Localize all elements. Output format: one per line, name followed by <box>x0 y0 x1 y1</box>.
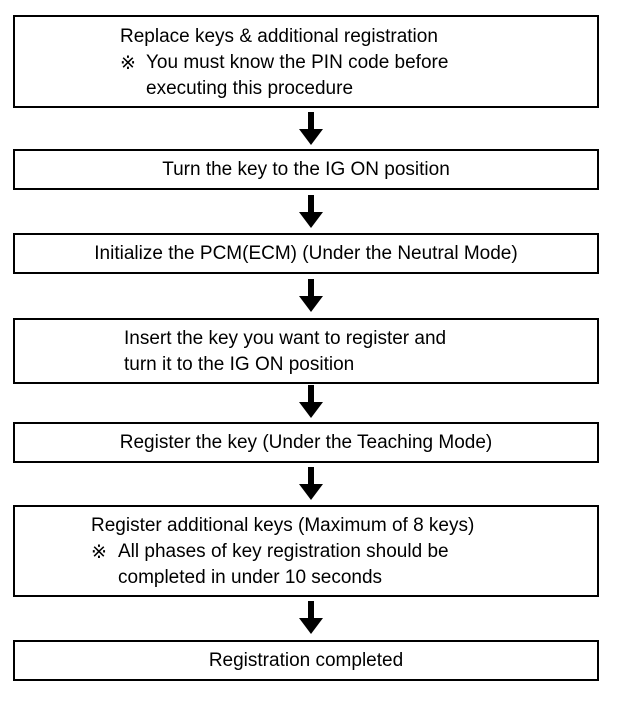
down-arrow-icon <box>296 467 326 501</box>
reference-mark-icon: ※ <box>120 52 136 74</box>
down-arrow-icon <box>296 385 326 419</box>
step-5-title: Register the key (Under the Teaching Mode) <box>119 432 493 453</box>
step-7-box <box>13 640 599 681</box>
step-5-box <box>13 422 599 463</box>
step-4-line-1: Insert the key you want to register and <box>124 328 447 349</box>
step-1-note-line-1: You must know the PIN code before <box>146 52 449 73</box>
step-3-box <box>13 233 599 274</box>
down-arrow-icon <box>296 601 326 635</box>
step-4-line-2: turn it to the IG ON position <box>124 354 355 375</box>
reference-mark-icon: ※ <box>91 541 107 563</box>
step-4-box <box>13 318 599 384</box>
step-1-note-line-2: executing this procedure <box>146 78 354 99</box>
step-7-title: Registration completed <box>208 650 404 671</box>
step-6-note-line-1: All phases of key registration should be <box>118 541 449 562</box>
step-6-box <box>13 505 599 597</box>
down-arrow-icon <box>296 112 326 146</box>
step-1-box <box>13 15 599 108</box>
step-6-title: Register additional keys (Maximum of 8 keys) <box>91 515 475 536</box>
step-3-title: Initialize the PCM(ECM) (Under the Neutral Mode) <box>94 243 518 264</box>
step-1-title: Replace keys & additional registration <box>120 26 438 47</box>
step-2-title: Turn the key to the IG ON position <box>162 159 450 180</box>
step-6-note-line-2: completed in under 10 seconds <box>118 567 383 588</box>
step-2-box <box>13 149 599 190</box>
down-arrow-icon <box>296 195 326 229</box>
down-arrow-icon <box>296 279 326 313</box>
